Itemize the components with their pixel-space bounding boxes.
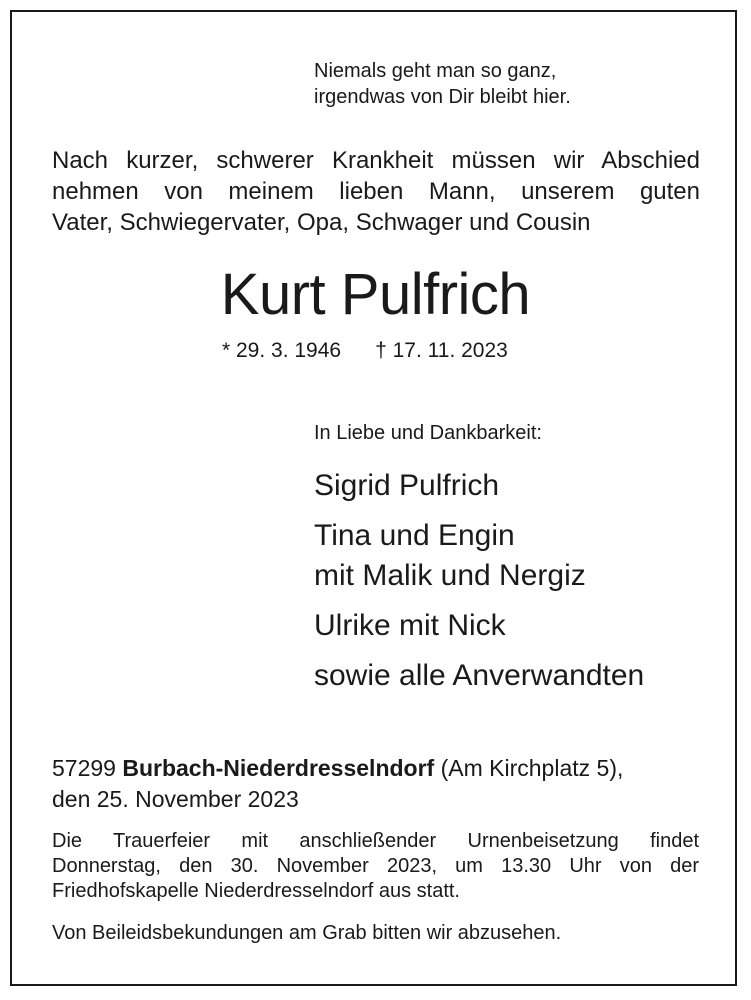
- deceased-name: Kurt Pulfrich: [220, 262, 531, 327]
- postal-code: 57299: [52, 755, 116, 781]
- announcement-line: Nach kurzer, schwerer Krankheit müssen wir Abschied: [52, 147, 700, 174]
- life-dates: [222, 338, 508, 364]
- address-date: den 25. November 2023: [52, 786, 299, 812]
- announcement-line: Vater, Schwiegervater, Opa, Schwager und Cousin: [52, 209, 591, 236]
- poem-quote: [314, 58, 571, 110]
- ceremony-line: Donnerstag, den 30. November 2023, um 13.30 Uhr von der: [52, 855, 699, 877]
- address-line: [52, 753, 623, 784]
- poem-line: Niemals geht man so ganz,: [314, 60, 557, 82]
- birth-date: * 29. 3. 1946: [222, 339, 342, 362]
- mourner-line: mit Malik und Nergiz: [314, 559, 586, 592]
- mourner-entry: Sigrid Pulfrich: [314, 469, 500, 502]
- condolence-note: Von Beileidsbekundungen am Grab bitten wir abzusehen.: [52, 922, 562, 944]
- street-address: (Am Kirchplatz 5),: [440, 755, 624, 781]
- poem-line: irgendwas von Dir bleibt hier.: [314, 86, 571, 108]
- mourner-entry: [314, 516, 644, 596]
- mourner-line: Tina und Engin: [314, 519, 515, 552]
- mourners-list: [314, 466, 644, 706]
- address-block: [52, 753, 623, 815]
- town-name: Burbach-Niederdresselndorf: [122, 755, 435, 781]
- announcement-line: nehmen von meinem lieben Mann, unserem guten: [52, 178, 700, 205]
- death-date: † 17. 11. 2023: [375, 339, 508, 362]
- ceremony-line: Die Trauerfeier mit anschließender Urnenbeisetzung findet: [52, 830, 699, 852]
- mourner-entry: Ulrike mit Nick: [314, 609, 506, 642]
- thanks-line: In Liebe und Dankbarkeit:: [314, 422, 542, 444]
- ceremony-info: [52, 829, 699, 904]
- ceremony-line: Friedhofskapelle Niederdresselndorf aus statt.: [52, 880, 460, 902]
- mourner-entry: sowie alle Anverwandten: [314, 659, 645, 692]
- announcement-text: [52, 145, 700, 238]
